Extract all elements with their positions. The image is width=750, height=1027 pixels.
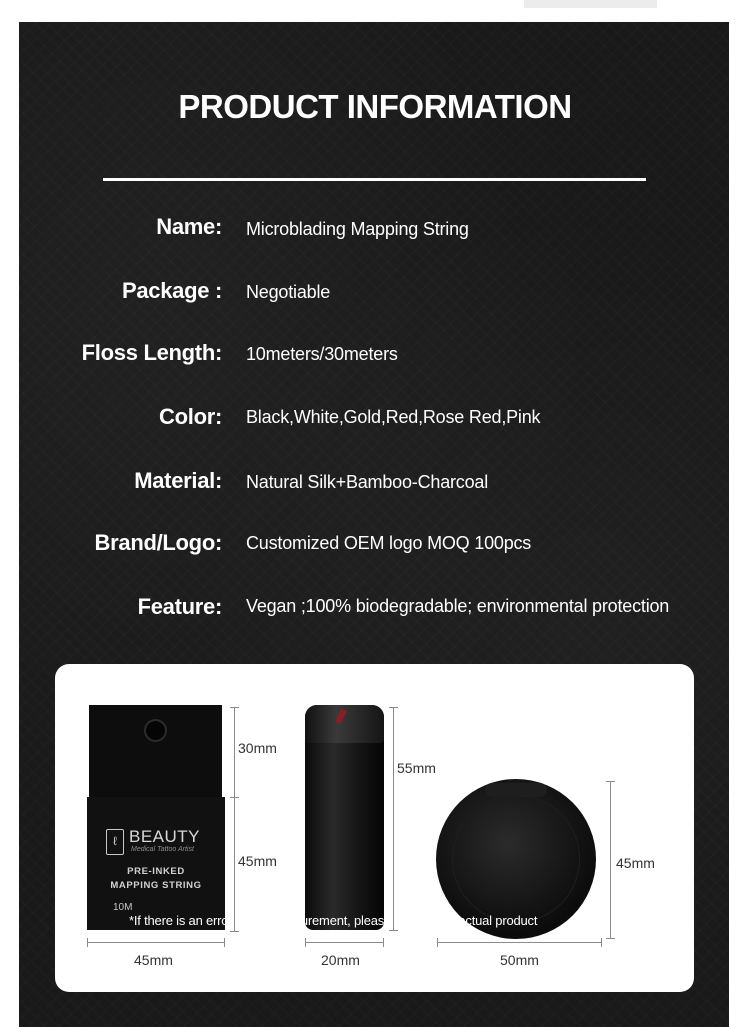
bottle-height-label: 55mm [397, 760, 436, 776]
disc-cutter [485, 783, 547, 797]
package-value: Negotiable [246, 282, 331, 302]
disc-width-line [437, 942, 602, 943]
box-tick-mid [230, 797, 239, 798]
box-brand: BEAUTY [129, 827, 201, 846]
box-length: 10M [113, 902, 133, 913]
box-line-1: PRE-INKED [127, 866, 185, 877]
product-box-body [87, 797, 225, 930]
bottle-width-tick-left [305, 938, 306, 947]
bottle-tick-top [389, 707, 398, 708]
box-brand-sub: Medical Tattoo Artist [131, 846, 194, 853]
brand-logo-value: Customized OEM logo MOQ 100pcs [246, 533, 532, 553]
disc-width-tick-left [437, 938, 438, 947]
box-width-tick-left [87, 938, 88, 947]
disc-width-tick-right [601, 938, 602, 947]
bottle-tick-bottom [389, 930, 398, 931]
bottle-width-label: 20mm [321, 952, 360, 968]
hang-hole [144, 719, 167, 742]
disc-height-label: 45mm [616, 855, 655, 871]
disc-width-label: 50mm [500, 952, 539, 968]
box-tick-top [230, 707, 239, 708]
name-label: Name: [156, 214, 222, 239]
material-label: Material: [134, 468, 222, 493]
bottle-width-line [305, 942, 384, 943]
material-value: Natural Silk+Bamboo-Charcoal [246, 472, 489, 492]
bottle-height-line [393, 707, 394, 930]
color-value: Black,White,Gold,Red,Rose Red,Pink [246, 407, 541, 427]
floss-length-label: Floss Length: [81, 340, 222, 365]
bottle-width-tick-right [383, 938, 384, 947]
name-value: Microblading Mapping String [246, 219, 469, 239]
brand-logo-label: Brand/Logo: [94, 530, 222, 555]
box-width-label: 45mm [134, 952, 173, 968]
box-tick-bottom [230, 931, 239, 932]
box-line-2: MAPPING STRING [110, 880, 202, 891]
disc-tick-bottom [606, 938, 615, 939]
disc-height-line [610, 781, 611, 938]
feature-label: Feature: [137, 594, 222, 619]
package-label: Package : [121, 278, 222, 303]
box-height-line [234, 707, 235, 931]
box-width-line [87, 942, 225, 943]
page-title: PRODUCT INFORMATION [178, 88, 572, 125]
disc-ring [452, 795, 580, 923]
floss-length-value: 10meters/30meters [246, 344, 398, 364]
color-label: Color: [159, 404, 222, 429]
measurement-disclaimer: *If there is an error in the measurement, please refer to the actual product [129, 913, 538, 928]
box-top-height-label: 30mm [238, 740, 277, 756]
disc-tick-top [606, 781, 615, 782]
feature-value: Vegan ;100% biodegradable; environmental protection [246, 596, 670, 616]
box-body-height-label: 45mm [238, 853, 277, 869]
title-divider [103, 178, 646, 181]
box-width-tick-right [224, 938, 225, 947]
top-tab [524, 0, 657, 8]
brand-logo-icon: ℓ [106, 829, 124, 855]
